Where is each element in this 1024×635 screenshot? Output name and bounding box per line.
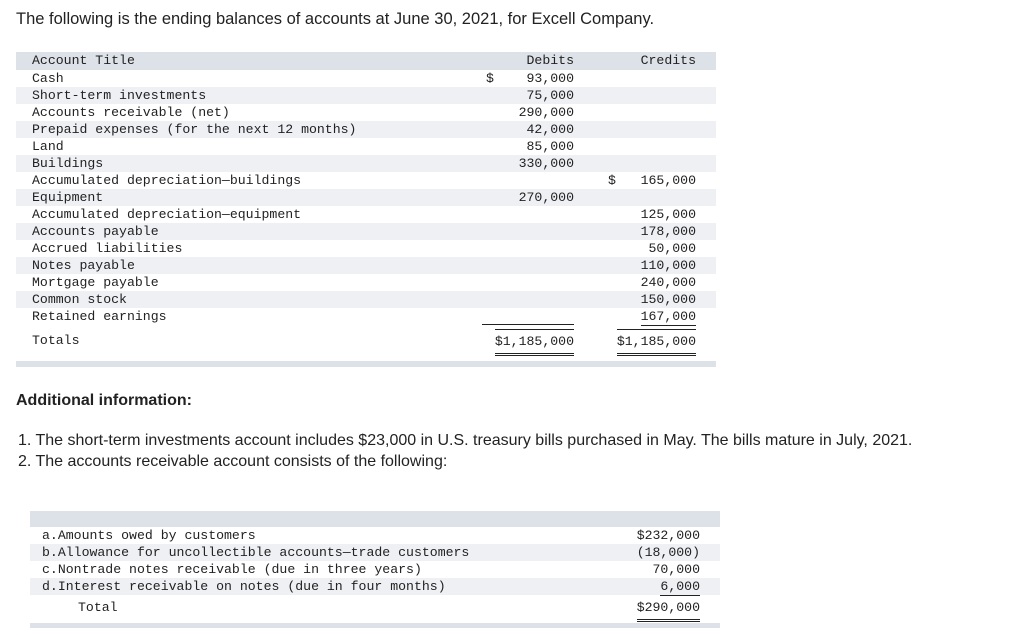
receivables-table xyxy=(30,511,720,628)
receivable-amount: (18,000) xyxy=(636,545,700,560)
table-row xyxy=(16,308,716,325)
table-row xyxy=(16,240,716,257)
debit-amount: 85,000 xyxy=(526,139,574,154)
receivables-total-row xyxy=(30,597,720,619)
table-row xyxy=(16,172,716,189)
table-row xyxy=(16,70,716,87)
credit-amount: 150,000 xyxy=(640,292,696,307)
trial-balance-table xyxy=(16,52,716,367)
list-item xyxy=(30,544,720,561)
account-title: Accounts receivable (net) xyxy=(32,105,230,120)
receivable-label: b.Allowance for uncollectible accounts—trade customers xyxy=(42,545,470,560)
account-title: Accumulated depreciation—equipment xyxy=(32,207,302,222)
debit-amount: 42,000 xyxy=(526,122,574,137)
credit-total: $1,185,000 xyxy=(617,329,696,356)
table-row xyxy=(16,121,716,138)
header-credits: Credits xyxy=(640,53,696,68)
credit-amount: 167,000 xyxy=(640,309,696,324)
receivables-total-amount: $290,000 xyxy=(637,597,700,622)
receivable-label: a.Amounts owed by customers xyxy=(42,528,256,543)
totals-label: Totals xyxy=(32,333,80,348)
account-title: Land xyxy=(32,139,64,154)
receivables-total-label: Total xyxy=(78,600,118,615)
debit-underline xyxy=(482,324,574,325)
receivable-label: c.Nontrade notes receivable (due in three years) xyxy=(42,562,422,577)
credit-sign: $ xyxy=(608,173,616,188)
account-title: Prepaid expenses (for the next 12 months) xyxy=(32,122,357,137)
credit-amount: 165,000 xyxy=(640,173,696,188)
credit-amount: 178,000 xyxy=(640,224,696,239)
table-header xyxy=(16,52,716,70)
credit-amount: 240,000 xyxy=(640,275,696,290)
account-title: Common stock xyxy=(32,292,127,307)
receivables-footer-band xyxy=(30,623,720,628)
table-footer-band xyxy=(16,361,716,367)
list-item xyxy=(30,561,720,578)
debit-amount: 330,000 xyxy=(518,156,574,171)
notes-list xyxy=(18,430,912,472)
table-row xyxy=(16,138,716,155)
debit-sign: $ xyxy=(486,71,494,86)
list-item xyxy=(30,578,720,595)
list-item xyxy=(30,527,720,544)
additional-info-heading: Additional information: xyxy=(16,392,192,409)
credit-amount: 125,000 xyxy=(640,207,696,222)
header-debits: Debits xyxy=(526,53,574,68)
debit-amount: 270,000 xyxy=(518,190,574,205)
table-row xyxy=(16,223,716,240)
debit-amount: 93,000 xyxy=(526,71,574,86)
receivable-amount: 6,000 xyxy=(660,579,700,594)
account-title: Retained earnings xyxy=(32,309,167,324)
table-body xyxy=(16,70,716,325)
table-row xyxy=(16,206,716,223)
credit-amount: 110,000 xyxy=(640,258,696,273)
receivables-body xyxy=(30,527,720,595)
table-row xyxy=(16,189,716,206)
account-title: Buildings xyxy=(32,156,104,171)
table-row xyxy=(16,104,716,121)
account-title: Cash xyxy=(32,71,64,86)
receivable-amount: $232,000 xyxy=(636,528,700,543)
receivable-label: d.Interest receivable on notes (due in four months) xyxy=(42,579,446,594)
account-title: Notes payable xyxy=(32,258,135,273)
table-row xyxy=(16,291,716,308)
debit-amount: 290,000 xyxy=(518,105,574,120)
table-row xyxy=(16,274,716,291)
totals-row xyxy=(16,329,716,353)
table-row xyxy=(16,257,716,274)
account-title: Accrued liabilities xyxy=(32,241,183,256)
note-1: 1. The short-term investments account includes $23,000 in U.S. treasury bills purchased in May. The bills mature in July, 2021. xyxy=(18,432,913,449)
credit-amount: 50,000 xyxy=(648,241,696,256)
header-account-title: Account Title xyxy=(32,53,135,68)
account-title: Accounts payable xyxy=(32,224,159,239)
account-title: Mortgage payable xyxy=(32,275,159,290)
account-title: Short-term investments xyxy=(32,88,207,103)
table-row xyxy=(16,155,716,172)
table-row xyxy=(16,87,716,104)
debit-amount: 75,000 xyxy=(526,88,574,103)
intro-text: The following is the ending balances of accounts at June 30, 2021, for Excell Company. xyxy=(16,10,655,28)
receivable-amount: 70,000 xyxy=(652,562,700,577)
account-title: Equipment xyxy=(32,190,104,205)
receivables-header-band xyxy=(30,511,720,527)
account-title: Accumulated depreciation—buildings xyxy=(32,173,302,188)
note-2: 2. The accounts receivable account consists of the following: xyxy=(18,453,448,470)
debit-total: $1,185,000 xyxy=(495,329,574,356)
